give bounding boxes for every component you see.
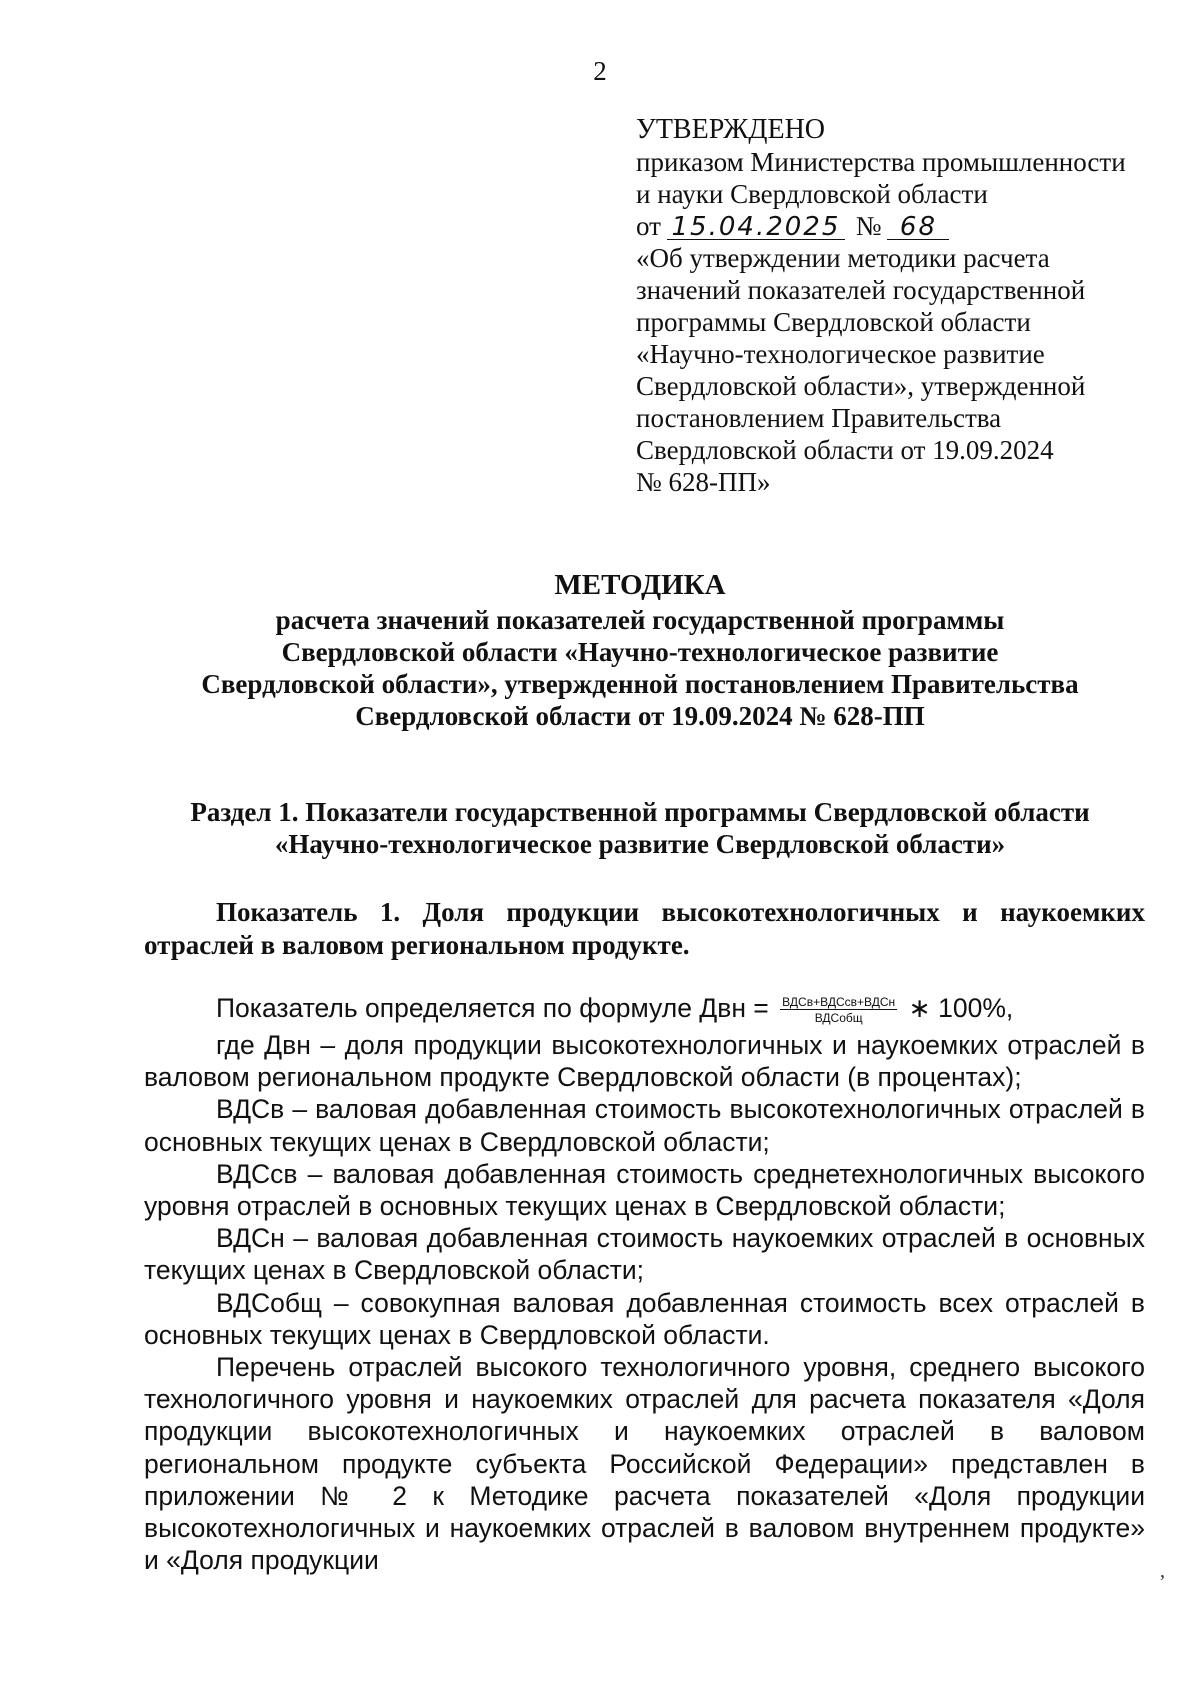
document-title bbox=[150, 568, 1130, 732]
approval-subject-line: программы Свердловской области bbox=[636, 307, 1031, 337]
formula-paragraph bbox=[144, 992, 1145, 1025]
section-line: «Научно-технологическое развитие Свердловской области» bbox=[274, 829, 1006, 859]
handwritten-number: 68 bbox=[887, 215, 949, 240]
title-main: МЕТОДИКА bbox=[554, 569, 726, 601]
formula-fraction bbox=[780, 995, 897, 1025]
paragraph: ВДСв – валовая добавленная стоимость высокотехнологичных отраслей в основных текущих ценах в Свердловской области; bbox=[144, 1094, 1145, 1157]
title-line: Свердловской области «Научно-технологическое развитие bbox=[281, 637, 999, 667]
approval-subject-line: «Научно-технологическое развитие bbox=[636, 339, 1045, 369]
approval-subject-line: значений показателей государственной bbox=[636, 275, 1086, 305]
approval-subject-line: постановлением Правительства bbox=[636, 403, 1002, 433]
approval-subject-line: «Об утверждении методики расчета bbox=[636, 243, 1050, 273]
section-line: Раздел 1. Показатели государственной программы Свердловской области bbox=[190, 797, 1090, 827]
title-line: расчета значений показателей государственной программы bbox=[275, 605, 1005, 635]
approval-line: приказом Министерства промышленности bbox=[636, 147, 1126, 177]
paragraph: ВДСн – валовая добавленная стоимость наукоемких отраслей в основных текущих ценах в Свердловской области; bbox=[144, 1223, 1145, 1286]
paragraph: ВДСсв – валовая добавленная стоимость среднетехнологичных высокого уровня отраслей в основных текущих ценах в Свердловской области; bbox=[144, 1158, 1145, 1222]
formula-numerator: ВДСв+ВДСсв+ВДСн bbox=[782, 995, 896, 1009]
formula-suffix: ∗ 100%, bbox=[908, 993, 1014, 1023]
paragraph: Перечень отраслей высокого технологичного уровня, среднего высокого технологичного уровня и наукоемких отраслей для расчета показателя «Доля продукции высокотехнологичных и наукоемких отраслей в валовом региональном продукте субъекта Российской Федерации» представлен в приложении № 2 к Методике расчета показателей «Доля продукции высокотехнологичных и наукоемких отраслей в валовом внутреннем продукте» и «Доля продукции bbox=[144, 1352, 1145, 1576]
page-number: 2 bbox=[593, 56, 607, 86]
body-text bbox=[144, 992, 1145, 1576]
approval-subject-line: № 628-ПП» bbox=[636, 467, 771, 497]
scan-mark: , bbox=[1160, 1560, 1165, 1582]
handwritten-date: 15.04.2025 bbox=[667, 215, 845, 240]
title-line: Свердловской области», утвержденной постановлением Правительства bbox=[201, 669, 1079, 699]
approval-line: и науки Свердловской области bbox=[636, 179, 988, 209]
formula-denominator: ВДСобщ bbox=[814, 1011, 863, 1025]
approval-date-line bbox=[636, 210, 1156, 242]
formula-intro: Показатель определяется по формуле Двн = bbox=[216, 993, 769, 1023]
approval-subject-line: Свердловской области», утвержденной bbox=[636, 371, 1086, 401]
indicator-heading: Показатель 1. Доля продукции высокотехнологичных и наукоемких отраслей в валовом региональном продукте. bbox=[144, 897, 1145, 960]
date-prefix: от bbox=[636, 211, 661, 241]
approval-subject-line: Свердловской области от 19.09.2024 bbox=[636, 435, 1054, 465]
paragraph: где Двн – доля продукции высокотехнологичных и наукоемких отраслей в валовом региональном продукте Свердловской области (в процентах); bbox=[144, 1030, 1145, 1093]
approval-title: УТВЕРЖДЕНО bbox=[636, 114, 826, 145]
section-heading bbox=[150, 796, 1130, 860]
number-prefix: № bbox=[855, 211, 882, 241]
title-line: Свердловской области от 19.09.2024 № 628-ПП bbox=[355, 701, 925, 731]
approval-stamp-block bbox=[636, 114, 1156, 498]
paragraph: ВДСобщ – совокупная валовая добавленная стоимость всех отраслей в основных текущих ценах в Свердловской области. bbox=[144, 1287, 1145, 1350]
